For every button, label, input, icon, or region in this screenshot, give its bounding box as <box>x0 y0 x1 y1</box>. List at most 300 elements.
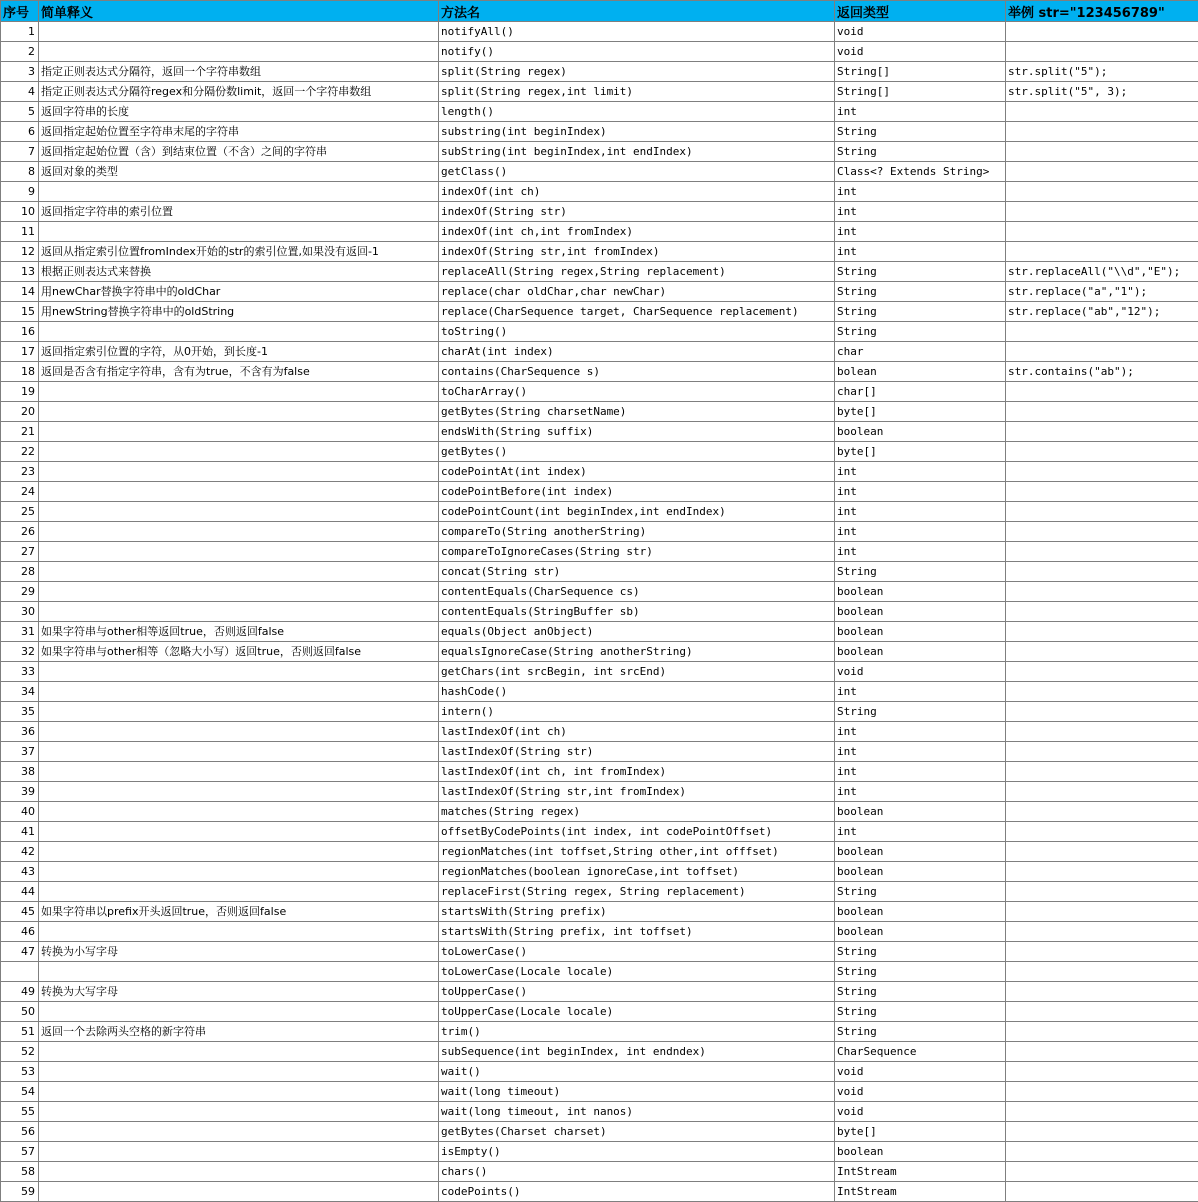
cell-return-type[interactable]: String <box>835 262 1006 282</box>
cell-desc[interactable] <box>39 22 439 42</box>
cell-example[interactable] <box>1006 802 1198 822</box>
cell-example[interactable] <box>1006 102 1198 122</box>
cell-method[interactable]: regionMatches(int toffset,String other,int offfset) <box>439 842 835 862</box>
cell-method[interactable]: charAt(int index) <box>439 342 835 362</box>
cell-return-type[interactable]: byte[] <box>835 402 1006 422</box>
cell-no[interactable]: 32 <box>1 642 39 662</box>
cell-return-type[interactable]: int <box>835 182 1006 202</box>
cell-desc[interactable] <box>39 702 439 722</box>
cell-no[interactable]: 54 <box>1 1082 39 1102</box>
cell-desc[interactable]: 如果字符串与other相等（忽略大小写）返回true，否则返回false <box>39 642 439 662</box>
cell-no[interactable]: 8 <box>1 162 39 182</box>
cell-desc[interactable] <box>39 522 439 542</box>
cell-example[interactable] <box>1006 702 1198 722</box>
cell-desc[interactable] <box>39 502 439 522</box>
cell-no[interactable]: 16 <box>1 322 39 342</box>
cell-desc[interactable] <box>39 682 439 702</box>
cell-desc[interactable] <box>39 802 439 822</box>
cell-example[interactable] <box>1006 222 1198 242</box>
cell-return-type[interactable]: byte[] <box>835 1122 1006 1142</box>
cell-method[interactable]: notify() <box>439 42 835 62</box>
cell-example[interactable] <box>1006 22 1198 42</box>
cell-example[interactable] <box>1006 742 1198 762</box>
cell-no[interactable]: 4 <box>1 82 39 102</box>
cell-return-type[interactable]: int <box>835 782 1006 802</box>
cell-method[interactable]: toLowerCase(Locale locale) <box>439 962 835 982</box>
cell-example[interactable] <box>1006 42 1198 62</box>
cell-return-type[interactable]: boolean <box>835 802 1006 822</box>
cell-return-type[interactable]: IntStream <box>835 1182 1006 1202</box>
cell-no[interactable]: 13 <box>1 262 39 282</box>
cell-no[interactable]: 9 <box>1 182 39 202</box>
cell-no[interactable]: 56 <box>1 1122 39 1142</box>
cell-no[interactable]: 31 <box>1 622 39 642</box>
cell-no[interactable]: 11 <box>1 222 39 242</box>
cell-no[interactable]: 14 <box>1 282 39 302</box>
cell-no[interactable]: 45 <box>1 902 39 922</box>
cell-desc[interactable] <box>39 762 439 782</box>
cell-desc[interactable] <box>39 1082 439 1102</box>
cell-example[interactable] <box>1006 1042 1198 1062</box>
cell-return-type[interactable]: boolean <box>835 582 1006 602</box>
cell-method[interactable]: matches(String regex) <box>439 802 835 822</box>
cell-no[interactable]: 58 <box>1 1162 39 1182</box>
cell-desc[interactable] <box>39 862 439 882</box>
cell-return-type[interactable]: boolean <box>835 422 1006 442</box>
cell-return-type[interactable]: int <box>835 222 1006 242</box>
cell-desc[interactable]: 返回指定字符串的索引位置 <box>39 202 439 222</box>
cell-no[interactable]: 50 <box>1 1002 39 1022</box>
cell-no[interactable]: 49 <box>1 982 39 1002</box>
cell-no[interactable]: 29 <box>1 582 39 602</box>
cell-example[interactable] <box>1006 642 1198 662</box>
cell-return-type[interactable]: boolean <box>835 1142 1006 1162</box>
cell-return-type[interactable]: CharSequence <box>835 1042 1006 1062</box>
cell-return-type[interactable]: int <box>835 822 1006 842</box>
cell-example[interactable] <box>1006 842 1198 862</box>
cell-return-type[interactable]: String <box>835 962 1006 982</box>
cell-desc[interactable]: 返回从指定索引位置fromIndex开始的str的索引位置,如果没有返回-1 <box>39 242 439 262</box>
cell-no[interactable]: 57 <box>1 1142 39 1162</box>
cell-desc[interactable] <box>39 582 439 602</box>
cell-method[interactable]: endsWith(String suffix) <box>439 422 835 442</box>
cell-example[interactable] <box>1006 762 1198 782</box>
cell-example[interactable] <box>1006 162 1198 182</box>
cell-example[interactable] <box>1006 202 1198 222</box>
cell-return-type[interactable]: void <box>835 42 1006 62</box>
cell-no[interactable]: 30 <box>1 602 39 622</box>
cell-no[interactable]: 34 <box>1 682 39 702</box>
cell-no[interactable]: 3 <box>1 62 39 82</box>
cell-no[interactable]: 41 <box>1 822 39 842</box>
cell-desc[interactable] <box>39 662 439 682</box>
cell-no[interactable]: 51 <box>1 1022 39 1042</box>
cell-return-type[interactable]: int <box>835 462 1006 482</box>
cell-example[interactable] <box>1006 422 1198 442</box>
cell-example[interactable] <box>1006 942 1198 962</box>
cell-method[interactable]: codePointBefore(int index) <box>439 482 835 502</box>
cell-return-type[interactable]: void <box>835 1082 1006 1102</box>
cell-method[interactable]: contentEquals(StringBuffer sb) <box>439 602 835 622</box>
cell-example[interactable]: str.replaceAll("\\d","E"); <box>1006 262 1198 282</box>
cell-method[interactable]: startsWith(String prefix, int toffset) <box>439 922 835 942</box>
cell-method[interactable]: concat(String str) <box>439 562 835 582</box>
cell-return-type[interactable]: void <box>835 1062 1006 1082</box>
cell-desc[interactable] <box>39 562 439 582</box>
cell-no[interactable]: 37 <box>1 742 39 762</box>
cell-method[interactable]: codePoints() <box>439 1182 835 1202</box>
cell-method[interactable]: indexOf(String str) <box>439 202 835 222</box>
cell-method[interactable]: getChars(int srcBegin, int srcEnd) <box>439 662 835 682</box>
cell-no[interactable]: 1 <box>1 22 39 42</box>
cell-example[interactable] <box>1006 462 1198 482</box>
cell-return-type[interactable]: int <box>835 242 1006 262</box>
cell-method[interactable]: lastIndexOf(String str) <box>439 742 835 762</box>
cell-method[interactable]: contains(CharSequence s) <box>439 362 835 382</box>
cell-return-type[interactable]: int <box>835 762 1006 782</box>
cell-no[interactable]: 18 <box>1 362 39 382</box>
cell-no[interactable]: 7 <box>1 142 39 162</box>
cell-return-type[interactable]: void <box>835 22 1006 42</box>
cell-method[interactable]: toCharArray() <box>439 382 835 402</box>
cell-example[interactable] <box>1006 962 1198 982</box>
cell-example[interactable] <box>1006 602 1198 622</box>
cell-desc[interactable] <box>39 742 439 762</box>
cell-method[interactable]: lastIndexOf(int ch, int fromIndex) <box>439 762 835 782</box>
cell-example[interactable] <box>1006 662 1198 682</box>
cell-method[interactable]: notifyAll() <box>439 22 835 42</box>
cell-desc[interactable]: 返回指定索引位置的字符，从0开始，到长度-1 <box>39 342 439 362</box>
cell-no[interactable]: 40 <box>1 802 39 822</box>
cell-example[interactable] <box>1006 142 1198 162</box>
cell-example[interactable] <box>1006 862 1198 882</box>
cell-desc[interactable] <box>39 922 439 942</box>
cell-return-type[interactable]: int <box>835 742 1006 762</box>
cell-method[interactable]: replaceFirst(String regex, String replacement) <box>439 882 835 902</box>
cell-desc[interactable] <box>39 482 439 502</box>
cell-example[interactable] <box>1006 1142 1198 1162</box>
cell-example[interactable] <box>1006 442 1198 462</box>
cell-example[interactable] <box>1006 542 1198 562</box>
cell-no[interactable]: 42 <box>1 842 39 862</box>
cell-return-type[interactable]: String[] <box>835 82 1006 102</box>
cell-example[interactable] <box>1006 122 1198 142</box>
cell-desc[interactable]: 返回一个去除两头空格的新字符串 <box>39 1022 439 1042</box>
cell-method[interactable]: compareTo(String anotherString) <box>439 522 835 542</box>
cell-no[interactable]: 21 <box>1 422 39 442</box>
cell-no[interactable]: 12 <box>1 242 39 262</box>
cell-return-type[interactable]: boolean <box>835 922 1006 942</box>
cell-method[interactable]: lastIndexOf(int ch) <box>439 722 835 742</box>
cell-no[interactable]: 25 <box>1 502 39 522</box>
cell-return-type[interactable]: String <box>835 282 1006 302</box>
cell-no[interactable]: 6 <box>1 122 39 142</box>
cell-return-type[interactable]: void <box>835 662 1006 682</box>
cell-no[interactable] <box>1 962 39 982</box>
cell-example[interactable] <box>1006 882 1198 902</box>
cell-method[interactable]: equalsIgnoreCase(String anotherString) <box>439 642 835 662</box>
cell-desc[interactable] <box>39 422 439 442</box>
cell-method[interactable]: replace(CharSequence target, CharSequence replacement) <box>439 302 835 322</box>
cell-desc[interactable]: 返回指定起始位置（含）到结束位置（不含）之间的字符串 <box>39 142 439 162</box>
cell-return-type[interactable]: int <box>835 482 1006 502</box>
cell-example[interactable] <box>1006 1022 1198 1042</box>
cell-method[interactable]: getBytes() <box>439 442 835 462</box>
cell-return-type[interactable]: int <box>835 502 1006 522</box>
cell-no[interactable]: 47 <box>1 942 39 962</box>
cell-example[interactable] <box>1006 342 1198 362</box>
cell-no[interactable]: 20 <box>1 402 39 422</box>
cell-return-type[interactable]: String <box>835 882 1006 902</box>
cell-return-type[interactable]: int <box>835 522 1006 542</box>
cell-method[interactable]: getBytes(String charsetName) <box>439 402 835 422</box>
cell-desc[interactable]: 如果字符串以prefix开头返回true，否则返回false <box>39 902 439 922</box>
cell-method[interactable]: startsWith(String prefix) <box>439 902 835 922</box>
cell-no[interactable]: 55 <box>1 1102 39 1122</box>
cell-no[interactable]: 53 <box>1 1062 39 1082</box>
cell-return-type[interactable]: boolean <box>835 602 1006 622</box>
cell-return-type[interactable]: Class<? Extends String> <box>835 162 1006 182</box>
cell-desc[interactable] <box>39 882 439 902</box>
cell-desc[interactable] <box>39 1182 439 1202</box>
cell-example[interactable] <box>1006 1122 1198 1142</box>
cell-return-type[interactable]: String <box>835 142 1006 162</box>
cell-desc[interactable] <box>39 42 439 62</box>
cell-return-type[interactable]: boolean <box>835 902 1006 922</box>
cell-return-type[interactable]: boolean <box>835 842 1006 862</box>
cell-method[interactable]: codePointAt(int index) <box>439 462 835 482</box>
cell-desc[interactable]: 返回对象的类型 <box>39 162 439 182</box>
cell-method[interactable]: chars() <box>439 1162 835 1182</box>
cell-return-type[interactable]: String <box>835 122 1006 142</box>
cell-method[interactable]: codePointCount(int beginIndex,int endIndex) <box>439 502 835 522</box>
cell-desc[interactable] <box>39 542 439 562</box>
cell-desc[interactable]: 用newChar替换字符串中的oldChar <box>39 282 439 302</box>
cell-example[interactable]: str.replace("a","1"); <box>1006 282 1198 302</box>
cell-return-type[interactable]: IntStream <box>835 1162 1006 1182</box>
cell-desc[interactable] <box>39 402 439 422</box>
cell-return-type[interactable]: String <box>835 982 1006 1002</box>
cell-return-type[interactable]: byte[] <box>835 442 1006 462</box>
cell-example[interactable]: str.contains("ab"); <box>1006 362 1198 382</box>
cell-method[interactable]: indexOf(int ch) <box>439 182 835 202</box>
cell-no[interactable]: 44 <box>1 882 39 902</box>
header-ret[interactable]: 返回类型 <box>835 1 1006 22</box>
cell-return-type[interactable]: int <box>835 722 1006 742</box>
cell-desc[interactable] <box>39 1142 439 1162</box>
cell-example[interactable] <box>1006 1002 1198 1022</box>
cell-example[interactable] <box>1006 982 1198 1002</box>
cell-method[interactable]: equals(Object anObject) <box>439 622 835 642</box>
cell-no[interactable]: 39 <box>1 782 39 802</box>
cell-return-type[interactable]: int <box>835 542 1006 562</box>
cell-desc[interactable] <box>39 462 439 482</box>
cell-method[interactable]: subSequence(int beginIndex, int endndex) <box>439 1042 835 1062</box>
cell-method[interactable]: getBytes(Charset charset) <box>439 1122 835 1142</box>
cell-no[interactable]: 26 <box>1 522 39 542</box>
cell-example[interactable] <box>1006 1182 1198 1202</box>
cell-example[interactable]: str.replace("ab","12"); <box>1006 302 1198 322</box>
cell-example[interactable] <box>1006 502 1198 522</box>
header-example[interactable]: 举例 str="123456789" <box>1006 1 1198 22</box>
cell-method[interactable]: offsetByCodePoints(int index, int codePointOffset) <box>439 822 835 842</box>
cell-return-type[interactable]: String <box>835 302 1006 322</box>
header-desc[interactable]: 简单释义 <box>39 1 439 22</box>
cell-method[interactable]: length() <box>439 102 835 122</box>
cell-no[interactable]: 43 <box>1 862 39 882</box>
cell-example[interactable] <box>1006 682 1198 702</box>
cell-example[interactable] <box>1006 902 1198 922</box>
cell-method[interactable]: indexOf(int ch,int fromIndex) <box>439 222 835 242</box>
cell-example[interactable] <box>1006 722 1198 742</box>
cell-method[interactable]: subString(int beginIndex,int endIndex) <box>439 142 835 162</box>
cell-method[interactable]: replaceAll(String regex,String replacement) <box>439 262 835 282</box>
cell-desc[interactable]: 指定正则表达式分隔符regex和分隔份数limit，返回一个字符串数组 <box>39 82 439 102</box>
cell-desc[interactable] <box>39 382 439 402</box>
cell-example[interactable] <box>1006 1102 1198 1122</box>
cell-example[interactable] <box>1006 1062 1198 1082</box>
cell-example[interactable] <box>1006 522 1198 542</box>
cell-desc[interactable]: 用newString替换字符串中的oldString <box>39 302 439 322</box>
cell-example[interactable]: str.split("5", 3); <box>1006 82 1198 102</box>
cell-method[interactable]: regionMatches(boolean ignoreCase,int toffset) <box>439 862 835 882</box>
cell-method[interactable]: contentEquals(CharSequence cs) <box>439 582 835 602</box>
cell-desc[interactable]: 如果字符串与other相等返回true，否则返回false <box>39 622 439 642</box>
cell-no[interactable]: 22 <box>1 442 39 462</box>
cell-example[interactable] <box>1006 382 1198 402</box>
cell-return-type[interactable]: bolean <box>835 362 1006 382</box>
cell-desc[interactable]: 返回字符串的长度 <box>39 102 439 122</box>
cell-return-type[interactable]: int <box>835 102 1006 122</box>
cell-desc[interactable] <box>39 962 439 982</box>
header-method[interactable]: 方法名 <box>439 1 835 22</box>
cell-method[interactable]: toLowerCase() <box>439 942 835 962</box>
cell-desc[interactable]: 指定正则表达式分隔符，返回一个字符串数组 <box>39 62 439 82</box>
cell-method[interactable]: toUpperCase(Locale locale) <box>439 1002 835 1022</box>
cell-return-type[interactable]: boolean <box>835 642 1006 662</box>
cell-desc[interactable] <box>39 722 439 742</box>
cell-method[interactable]: compareToIgnoreCases(String str) <box>439 542 835 562</box>
cell-return-type[interactable]: int <box>835 202 1006 222</box>
cell-return-type[interactable]: void <box>835 1102 1006 1122</box>
cell-return-type[interactable]: boolean <box>835 862 1006 882</box>
cell-return-type[interactable]: String <box>835 702 1006 722</box>
cell-desc[interactable] <box>39 1162 439 1182</box>
cell-desc[interactable] <box>39 182 439 202</box>
cell-desc[interactable] <box>39 442 439 462</box>
cell-desc[interactable] <box>39 1062 439 1082</box>
cell-example[interactable] <box>1006 402 1198 422</box>
cell-desc[interactable] <box>39 842 439 862</box>
cell-return-type[interactable]: String[] <box>835 62 1006 82</box>
cell-example[interactable] <box>1006 582 1198 602</box>
cell-desc[interactable] <box>39 1002 439 1022</box>
cell-desc[interactable]: 转换为大写字母 <box>39 982 439 1002</box>
cell-example[interactable] <box>1006 922 1198 942</box>
cell-method[interactable]: toUpperCase() <box>439 982 835 1002</box>
cell-method[interactable]: toString() <box>439 322 835 342</box>
cell-method[interactable]: wait(long timeout, int nanos) <box>439 1102 835 1122</box>
cell-no[interactable]: 33 <box>1 662 39 682</box>
cell-desc[interactable] <box>39 1122 439 1142</box>
cell-desc[interactable] <box>39 782 439 802</box>
cell-return-type[interactable]: int <box>835 682 1006 702</box>
cell-return-type[interactable]: String <box>835 562 1006 582</box>
cell-desc[interactable] <box>39 1102 439 1122</box>
cell-no[interactable]: 17 <box>1 342 39 362</box>
cell-no[interactable]: 24 <box>1 482 39 502</box>
cell-method[interactable]: substring(int beginIndex) <box>439 122 835 142</box>
cell-method[interactable]: lastIndexOf(String str,int fromIndex) <box>439 782 835 802</box>
cell-method[interactable]: split(String regex) <box>439 62 835 82</box>
cell-no[interactable]: 27 <box>1 542 39 562</box>
cell-example[interactable] <box>1006 182 1198 202</box>
cell-method[interactable]: indexOf(String str,int fromIndex) <box>439 242 835 262</box>
cell-return-type[interactable]: String <box>835 1022 1006 1042</box>
cell-desc[interactable]: 返回指定起始位置至字符串末尾的字符串 <box>39 122 439 142</box>
cell-desc[interactable] <box>39 222 439 242</box>
cell-return-type[interactable]: boolean <box>835 622 1006 642</box>
cell-no[interactable]: 38 <box>1 762 39 782</box>
cell-method[interactable]: wait() <box>439 1062 835 1082</box>
cell-desc[interactable] <box>39 1042 439 1062</box>
cell-example[interactable] <box>1006 482 1198 502</box>
cell-return-type[interactable]: String <box>835 942 1006 962</box>
cell-example[interactable] <box>1006 1082 1198 1102</box>
cell-no[interactable]: 52 <box>1 1042 39 1062</box>
cell-method[interactable]: hashCode() <box>439 682 835 702</box>
cell-desc[interactable] <box>39 322 439 342</box>
cell-example[interactable] <box>1006 1162 1198 1182</box>
cell-method[interactable]: trim() <box>439 1022 835 1042</box>
cell-desc[interactable]: 根据正则表达式来替换 <box>39 262 439 282</box>
cell-example[interactable] <box>1006 822 1198 842</box>
cell-method[interactable]: isEmpty() <box>439 1142 835 1162</box>
cell-example[interactable]: str.split("5"); <box>1006 62 1198 82</box>
cell-desc[interactable]: 返回是否含有指定字符串，含有为true，不含有为false <box>39 362 439 382</box>
cell-method[interactable]: getClass() <box>439 162 835 182</box>
cell-method[interactable]: intern() <box>439 702 835 722</box>
cell-desc[interactable] <box>39 822 439 842</box>
cell-no[interactable]: 19 <box>1 382 39 402</box>
cell-no[interactable]: 59 <box>1 1182 39 1202</box>
cell-no[interactable]: 28 <box>1 562 39 582</box>
cell-desc[interactable]: 转换为小写字母 <box>39 942 439 962</box>
cell-method[interactable]: replace(char oldChar,char newChar) <box>439 282 835 302</box>
cell-no[interactable]: 10 <box>1 202 39 222</box>
cell-example[interactable] <box>1006 622 1198 642</box>
cell-return-type[interactable]: String <box>835 322 1006 342</box>
cell-return-type[interactable]: char[] <box>835 382 1006 402</box>
cell-no[interactable]: 35 <box>1 702 39 722</box>
cell-return-type[interactable]: String <box>835 1002 1006 1022</box>
cell-no[interactable]: 23 <box>1 462 39 482</box>
cell-no[interactable]: 15 <box>1 302 39 322</box>
cell-no[interactable]: 2 <box>1 42 39 62</box>
cell-example[interactable] <box>1006 242 1198 262</box>
cell-no[interactable]: 5 <box>1 102 39 122</box>
cell-example[interactable] <box>1006 562 1198 582</box>
cell-no[interactable]: 36 <box>1 722 39 742</box>
cell-method[interactable]: wait(long timeout) <box>439 1082 835 1102</box>
cell-example[interactable] <box>1006 322 1198 342</box>
cell-method[interactable]: split(String regex,int limit) <box>439 82 835 102</box>
cell-no[interactable]: 46 <box>1 922 39 942</box>
header-no[interactable]: 序号 <box>1 1 39 22</box>
cell-return-type[interactable]: char <box>835 342 1006 362</box>
cell-example[interactable] <box>1006 782 1198 802</box>
cell-desc[interactable] <box>39 602 439 622</box>
